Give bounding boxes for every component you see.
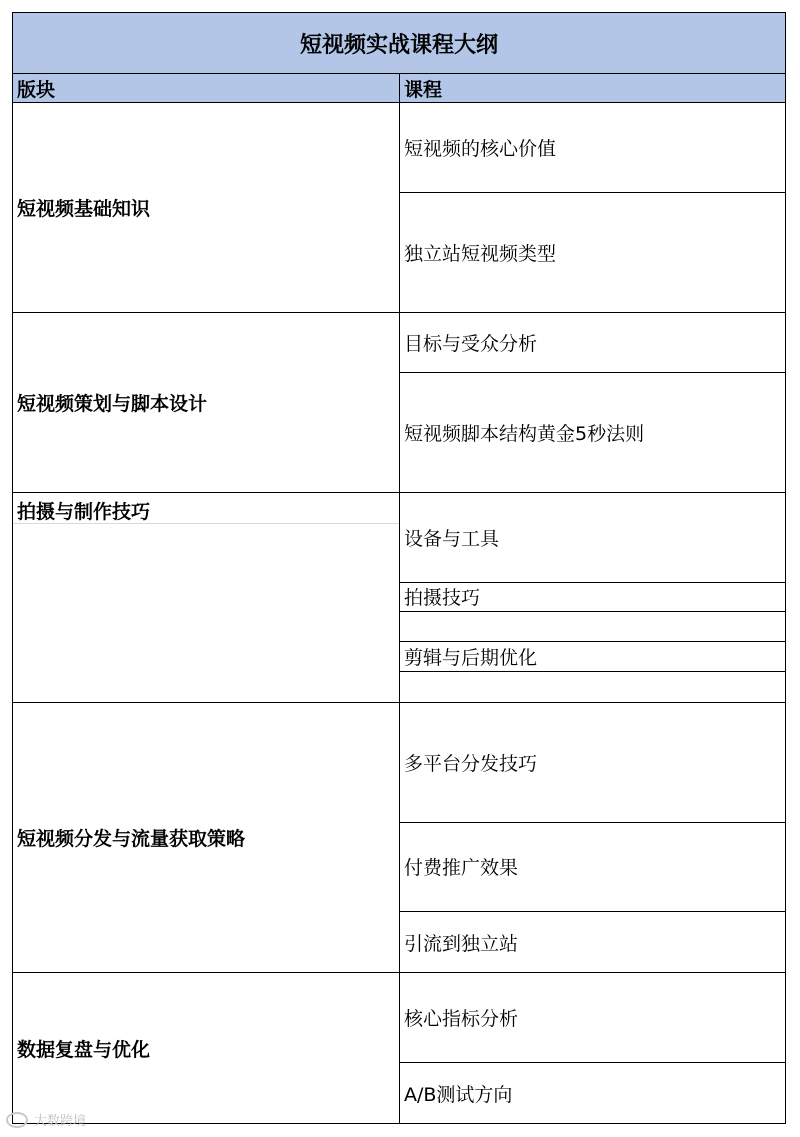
- course-outline-table: [12, 12, 786, 1124]
- section-name: 短视频分发与流量获取策略: [13, 703, 400, 972]
- course-cell: 剪辑与后期优化: [400, 642, 785, 672]
- course-cell: 付费推广效果: [400, 823, 785, 913]
- section-name-cell: [13, 493, 400, 702]
- header-course: 课程: [404, 78, 443, 101]
- section-name: 短视频策划与脚本设计: [13, 313, 400, 492]
- watermark: [6, 1110, 86, 1129]
- section-row: [13, 103, 785, 313]
- course-cell: 拍摄技巧: [400, 583, 785, 613]
- course-cell: 设备与工具: [400, 493, 785, 583]
- course-list: [400, 103, 785, 312]
- watermark-text: 大数跨境: [34, 1114, 87, 1129]
- section-row: [13, 493, 785, 703]
- section-row: [13, 973, 785, 1123]
- course-cell: 核心指标分析: [400, 973, 785, 1063]
- course-cell: 短视频的核心价值: [400, 103, 785, 193]
- brand-logo-icon: [6, 1112, 28, 1128]
- section-name: 拍摄与制作技巧: [13, 497, 399, 524]
- section-name: 短视频基础知识: [13, 103, 400, 312]
- header-row: [13, 74, 785, 103]
- course-list: [400, 973, 785, 1123]
- section-row: [13, 313, 785, 493]
- course-cell: [400, 612, 785, 642]
- course-cell: 目标与受众分析: [400, 313, 785, 373]
- course-cell: 短视频脚本结构黄金5秒法则: [404, 422, 645, 445]
- table-title: 短视频实战课程大纲: [13, 13, 785, 74]
- course-cell: 独立站短视频类型: [404, 242, 557, 265]
- course-cell: [400, 672, 785, 702]
- course-cell: A/B测试方向: [404, 1083, 513, 1106]
- course-list: [400, 493, 785, 702]
- header-module: 版块: [13, 74, 400, 102]
- section-name: 数据复盘与优化: [13, 973, 400, 1123]
- section-row: [13, 703, 785, 973]
- course-cell: 多平台分发技巧: [400, 703, 785, 823]
- course-list: [400, 703, 785, 972]
- course-cell: 引流到独立站: [404, 932, 519, 955]
- course-list: [400, 313, 785, 492]
